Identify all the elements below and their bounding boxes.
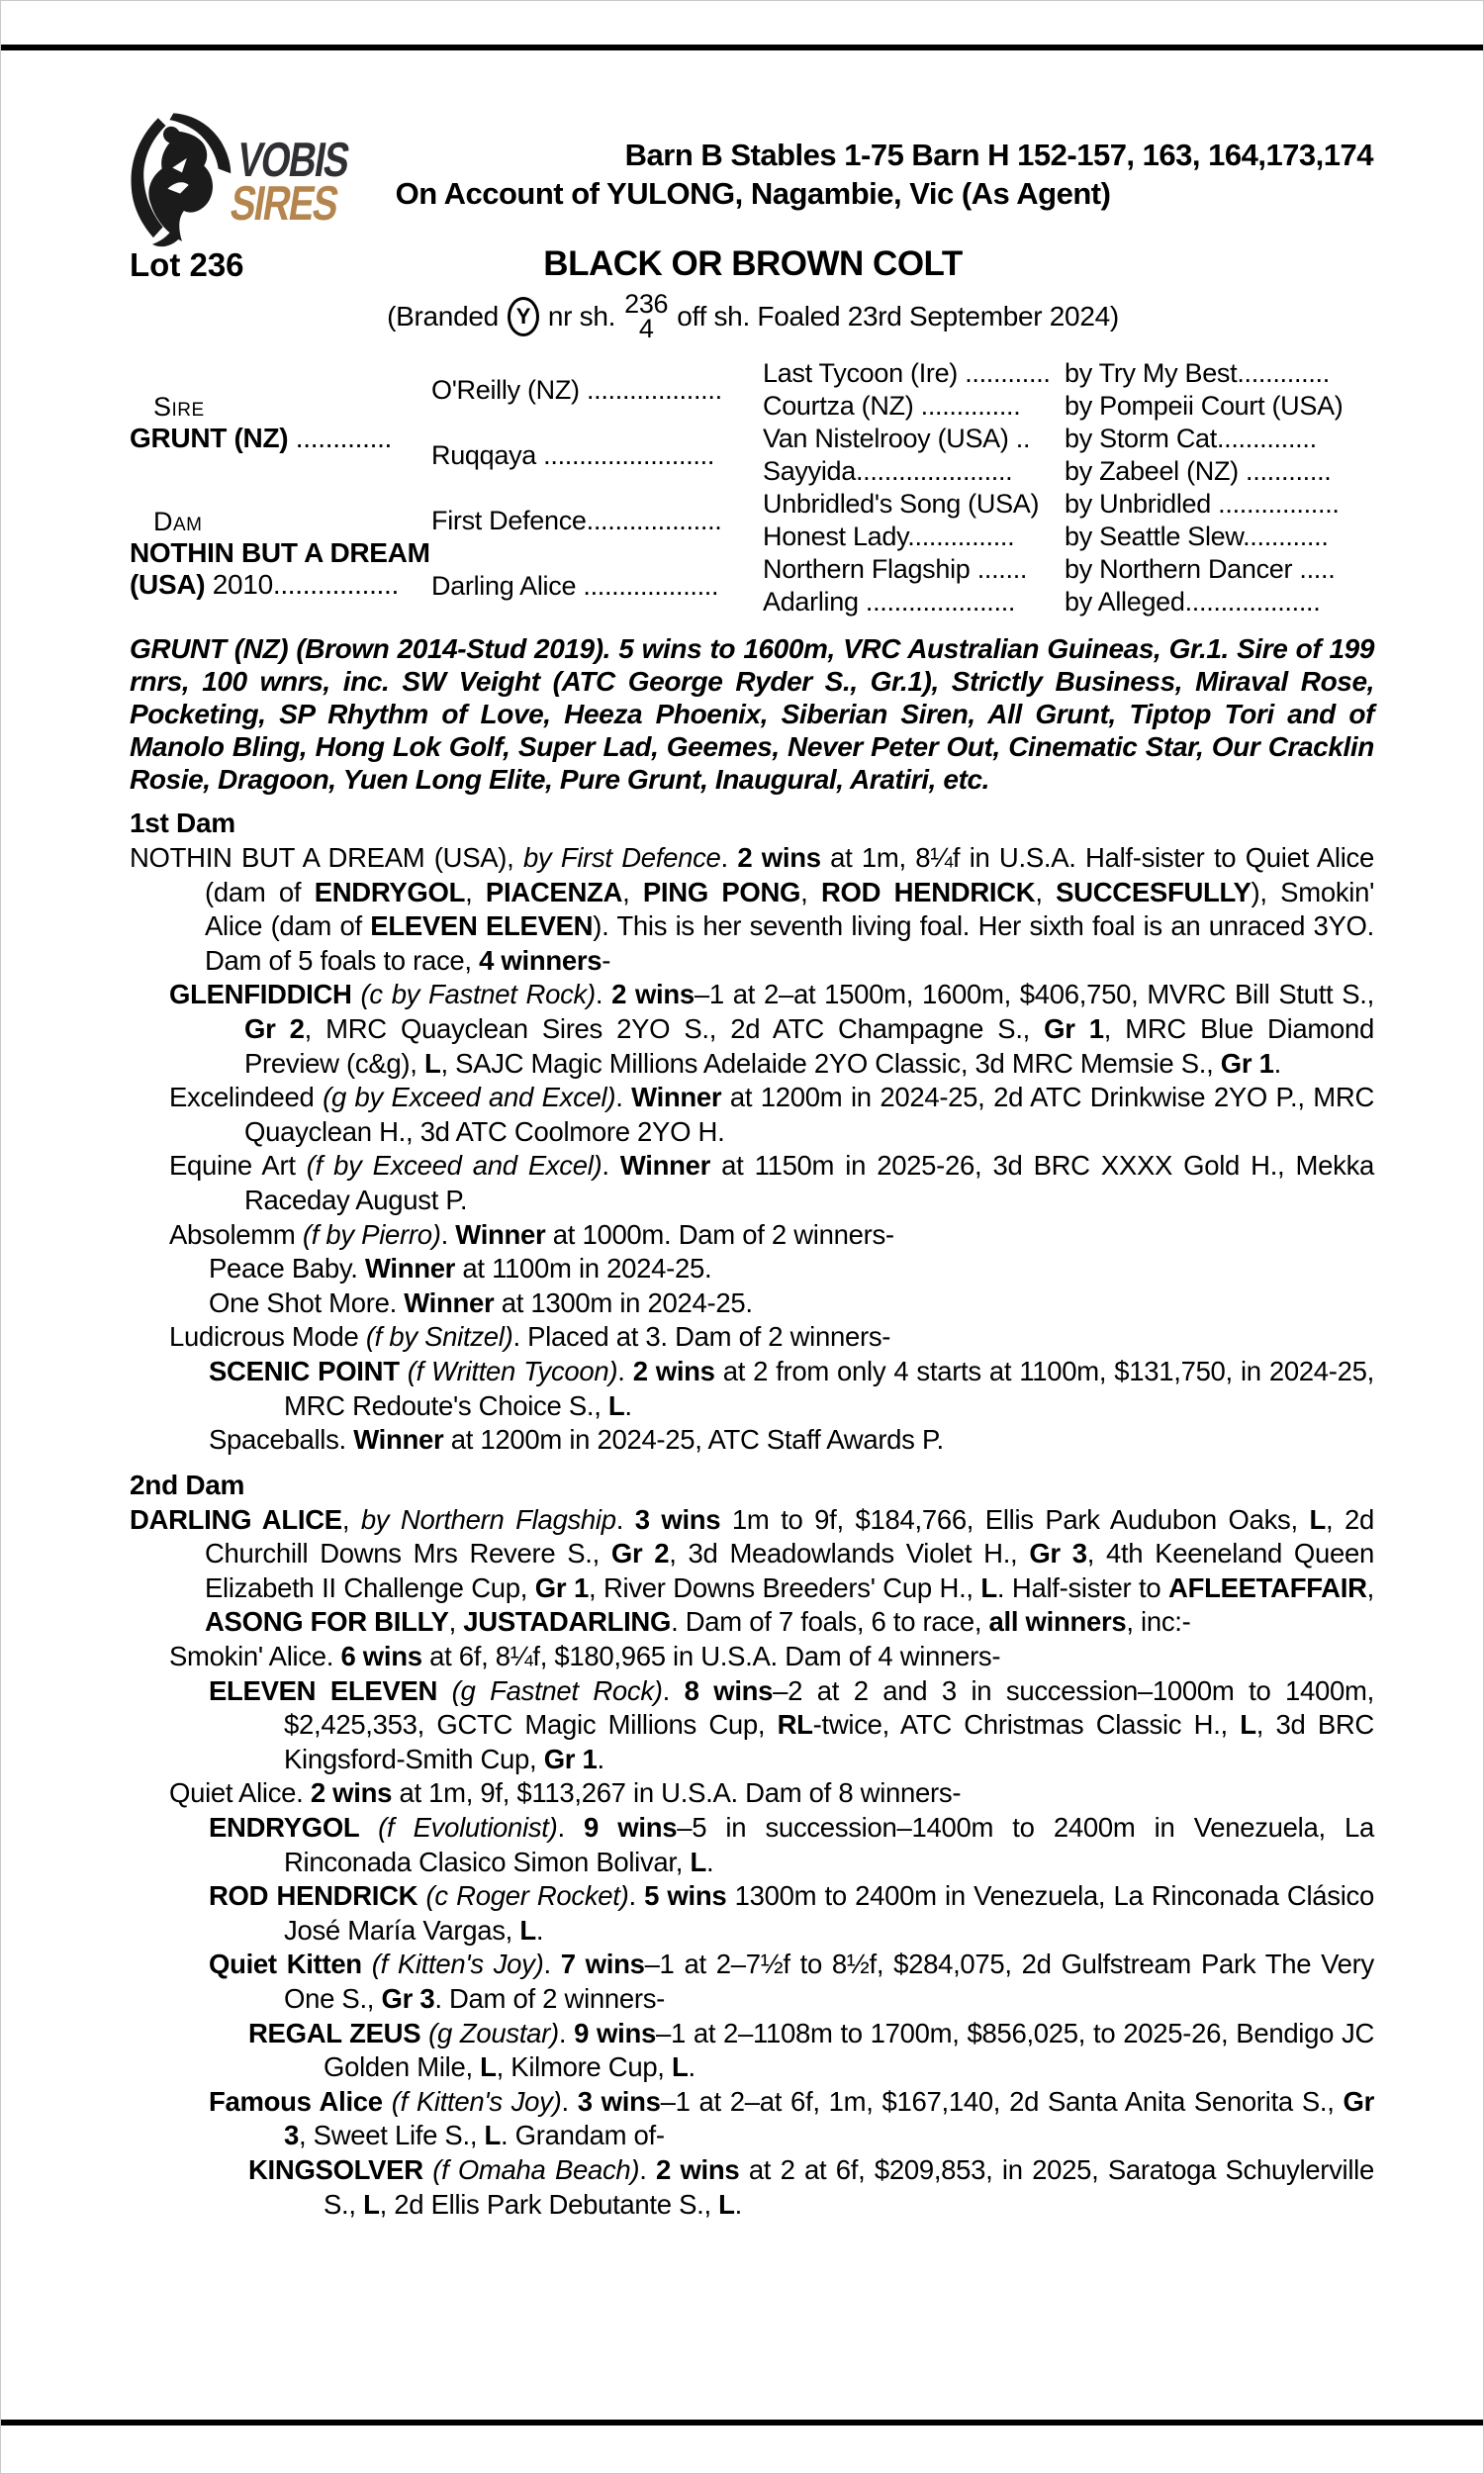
text-segment: at 1000m. Dam of 2 winners- <box>545 1218 894 1250</box>
text-segment: L <box>519 1914 536 1946</box>
pedigree-grandparent: Last Tycoon (Ire) ............ <box>763 358 1051 388</box>
text-segment: L <box>363 2188 380 2220</box>
text-segment: ROD HENDRICK <box>820 876 1036 907</box>
name-leader-dots: 2010................. <box>205 569 399 600</box>
text-segment: L <box>480 2051 497 2083</box>
dam-label: Dam <box>153 507 203 536</box>
text-segment: . <box>628 1880 645 1912</box>
text-segment: KINGSOLVER <box>248 2153 433 2185</box>
pedigree-entry-paragraph <box>130 1320 1374 1355</box>
brand-number-fraction <box>624 289 669 343</box>
text-segment: 5 wins <box>644 1880 727 1912</box>
text-segment: GLENFIDDICH <box>169 979 361 1010</box>
dam-sections <box>130 806 1374 2222</box>
pedigree-great-grandparent: by Storm Cat.............. <box>1065 424 1317 453</box>
text-segment: , River Downs Breeders' Cup H., <box>588 1571 981 1603</box>
pedigree-great-grandparent: by Unbridled ................. <box>1065 489 1340 519</box>
pedigree-grandparent: Adarling ..................... <box>763 587 1016 617</box>
pedigree-parent: Ruqqaya ........................ <box>431 439 715 470</box>
pedigree-parent: First Defence................... <box>431 505 722 535</box>
pedigree-parent: O'Reilly (NZ) ................... <box>431 374 722 405</box>
text-segment: Quiet Alice. <box>169 1777 311 1809</box>
text-segment: L <box>980 1571 997 1603</box>
text-segment: , <box>465 876 486 907</box>
top-rule <box>1 45 1483 50</box>
text-segment: 2 wins <box>310 1777 393 1809</box>
text-segment: Winner <box>631 1082 722 1113</box>
pedigree-entry-paragraph <box>130 1879 1374 1948</box>
text-segment: Equine Art <box>169 1150 307 1182</box>
pedigree-grandparent: Northern Flagship ....... <box>763 554 1028 584</box>
text-segment: Excelindeed <box>169 1082 324 1113</box>
text-segment: 2 wins <box>656 2153 740 2185</box>
text-segment: at 1200m in 2024-25, ATC Staff Awards P. <box>443 1424 944 1456</box>
text-segment: L <box>718 2188 735 2220</box>
text-segment: –2 at 2 and 3 in succession–1000m to 1400m, $2,425,353, GCTC Magic Millions Cup, <box>284 1674 1374 1741</box>
name-leader-dots: ............. <box>288 423 393 453</box>
text-segment: Famous Alice <box>209 2085 392 2117</box>
text-segment: . <box>602 1150 620 1182</box>
pedigree-grandparent: Sayyida...................... <box>763 456 1013 486</box>
text-segment: ), Smokin' Alice (dam of <box>205 876 1375 942</box>
bottom-rule <box>1 2420 1483 2426</box>
text-segment: 9 wins <box>574 2017 656 2048</box>
text-segment: - <box>602 944 611 976</box>
text-segment: , 3d BRC Kingsford-Smith Cup, <box>284 1709 1374 1774</box>
text-segment: (c by Fastnet Rock) <box>360 979 596 1010</box>
text-segment: , <box>1035 876 1057 907</box>
text-segment: . <box>597 1743 604 1774</box>
text-segment: at 1m, 9f, $113,267 in U.S.A. Dam of 8 winners- <box>392 1777 962 1809</box>
text-segment: at 2 from only 4 starts at 1100m, $131,750, in 2024-25, MRC Redoute's Choice S., <box>284 1355 1374 1421</box>
pedigree-grandparent: Honest Lady............... <box>763 522 1015 551</box>
text-segment: . <box>535 1914 544 1946</box>
text-segment: PING PONG <box>642 876 801 907</box>
text-segment: . <box>1273 1047 1281 1079</box>
text-segment: ELEVEN ELEVEN <box>370 910 594 942</box>
dam-name <box>130 537 431 601</box>
text-segment: , 4th Keeneland Queen Elizabeth II Challenge Cup, <box>205 1538 1375 1603</box>
pedigree-entry-paragraph <box>130 1423 1374 1458</box>
text-segment: Absolemm <box>169 1218 303 1250</box>
text-segment: 3 wins <box>634 1503 721 1535</box>
text-segment: , 2d Ellis Park Debutante S., <box>379 2188 719 2220</box>
text-segment: –1 at 2–7½f to 8½f, $284,075, 2d Gulfstream Park The Very One S., <box>284 1949 1374 2014</box>
text-segment: PIACENZA <box>485 876 623 907</box>
text-segment: (f Omaha Beach) <box>432 2153 640 2185</box>
section-heading-1: 1st Dam <box>130 808 235 838</box>
text-segment: . <box>615 1503 635 1535</box>
text-segment: Winner <box>404 1286 495 1318</box>
text-segment: . <box>617 1355 633 1386</box>
text-segment: 7 wins <box>560 1949 645 1980</box>
text-segment: . <box>662 1674 685 1706</box>
text-segment: Gr 1 <box>534 1571 589 1603</box>
pedigree-great-grandparent: by Pompeii Court (USA) <box>1065 391 1344 421</box>
pedigree-entry-paragraph <box>130 2017 1374 2085</box>
section-heading-2: 2nd Dam <box>130 1469 245 1500</box>
text-segment: . Dam of 7 foals, 6 to race, <box>671 1606 989 1638</box>
text-segment: 3 wins <box>577 2085 661 2117</box>
text-segment: SCENIC POINT <box>209 1355 408 1386</box>
text-segment: , 3d Meadowlands Violet H., <box>669 1538 1030 1570</box>
text-segment: ELEVEN ELEVEN <box>209 1674 452 1706</box>
pedigree-great-grandparent: by Alleged................... <box>1065 587 1321 617</box>
pedigree-great-grandparent: by Zabeel (NZ) ............ <box>1065 456 1332 486</box>
text-segment: , Kilmore Cup, <box>496 2051 672 2083</box>
text-segment: (f Kitten's Joy) <box>371 1949 544 1980</box>
text-segment: . Placed at 3. Dam of 2 winners- <box>512 1321 891 1353</box>
text-segment: at 1300m in 2024-25. <box>494 1286 753 1318</box>
text-segment: AFLEETAFFAIR <box>1168 1571 1367 1603</box>
pedigree-dam-cell <box>130 488 431 618</box>
logo-vobis: VOBIS <box>233 134 352 187</box>
branded-suffix: off sh. Foaled 23rd September 2024) <box>677 301 1119 332</box>
text-segment: L <box>690 1846 706 1877</box>
text-segment: . <box>557 1812 585 1844</box>
text-segment: Gr 3 <box>1029 1538 1087 1570</box>
branded-prefix: (Branded <box>387 301 499 332</box>
text-segment: , <box>341 1503 361 1535</box>
brand-number-bottom: 4 <box>638 314 654 343</box>
text-segment: Gr 2 <box>610 1538 670 1570</box>
sire-label: Sire <box>153 392 205 422</box>
text-segment: , <box>622 876 643 907</box>
text-segment: (f Written Tycoon) <box>407 1355 618 1386</box>
text-segment: 2 wins <box>611 979 695 1010</box>
text-segment: 2 wins <box>632 1355 715 1386</box>
pedigree-grandparent: Unbridled's Song (USA) <box>763 489 1040 519</box>
text-segment: , MRC Blue Diamond Preview (c&g), <box>244 1012 1375 1079</box>
text-segment: . <box>624 1389 632 1421</box>
pedigree-sire-cell <box>130 357 431 488</box>
text-segment: (f Evolutionist) <box>378 1812 558 1844</box>
text-segment: all winners <box>988 1606 1127 1638</box>
text-segment: Gr 1 <box>1044 1012 1104 1044</box>
text-segment: Winner <box>619 1150 711 1182</box>
pedigree-parent: Darling Alice ................... <box>431 570 719 601</box>
pedigree-table <box>130 357 1374 618</box>
text-segment: –1 at 2–at 6f, 1m, $167,140, 2d Santa Anita Senorita S., <box>660 2085 1344 2117</box>
name-text: GRUNT (NZ) <box>130 423 289 453</box>
pedigree-entry-paragraph <box>130 1286 1374 1321</box>
text-segment: 1300m to 2400m in Venezuela, La Rinconada Clásico José María Vargas, <box>284 1880 1374 1946</box>
text-segment: Gr 1 <box>543 1743 598 1774</box>
pedigree-entry-paragraph <box>130 1149 1374 1217</box>
text-segment: ASONG FOR BILLY <box>205 1606 449 1638</box>
text-segment: . Dam of 2 winners- <box>434 1983 666 2014</box>
pedigree-entry-paragraph <box>130 978 1374 1081</box>
account-line: On Account of YULONG, Nagambie, Vic (As Agent) <box>395 176 1111 211</box>
text-segment: . <box>561 2085 578 2117</box>
text-segment: . Half-sister to <box>996 1571 1169 1603</box>
text-segment: L <box>672 2051 689 2083</box>
pedigree-entry-paragraph <box>130 1081 1374 1149</box>
text-segment: –5 in succession–1400m to 2400m in Venezuela, La Rinconada Clasico Simon Bolivar, <box>284 1812 1374 1877</box>
text-segment: Smokin' Alice. <box>169 1641 341 1672</box>
text-segment: Winner <box>353 1424 444 1456</box>
text-segment: at 6f, 8¼f, $180,965 in U.S.A. Dam of 4 winners- <box>421 1641 1001 1672</box>
text-segment: . <box>440 1218 456 1250</box>
text-segment: –1 at 2–1108m to 1700m, $856,025, to 2025-26, Bendigo JC Golden Mile, <box>324 2017 1375 2083</box>
branded-line <box>130 288 1376 345</box>
text-segment: . <box>558 2017 575 2048</box>
pedigree-entry-paragraph <box>130 2085 1374 2153</box>
text-segment: REGAL ZEUS <box>248 2017 429 2048</box>
text-segment: by First Defence <box>522 842 721 873</box>
sire-name <box>130 423 431 454</box>
text-segment: , Sweet Life S., <box>299 2120 485 2151</box>
text-segment: at 1150m in 2025-26, 3d BRC XXXX Gold H., Mekka Raceday August P. <box>244 1150 1375 1215</box>
brand-mark-icon: Y <box>508 297 539 336</box>
pedigree-entry-paragraph <box>130 1355 1374 1423</box>
pedigree-entry-paragraph <box>130 1252 1374 1286</box>
text-segment: 4 winners <box>479 944 603 976</box>
text-segment: . <box>615 1082 632 1113</box>
text-segment: . Grandam of- <box>501 2120 665 2151</box>
text-segment: . <box>688 2051 696 2083</box>
text-segment: Winner <box>455 1218 546 1250</box>
text-segment: RL <box>777 1709 813 1741</box>
brand-number-top: 236 <box>624 289 669 319</box>
pedigree-entry-paragraph <box>130 1503 1374 1640</box>
text-segment: , MRC Quayclean Sires 2YO S., 2d ATC Champagne S., <box>304 1012 1045 1044</box>
text-segment: , SAJC Magic Millions Adelaide 2YO Classic, 3d MRC Memsie S., <box>440 1047 1221 1079</box>
text-segment: (f by Snitzel) <box>365 1321 513 1353</box>
text-segment: 6 wins <box>340 1641 422 1672</box>
pedigree-great-grandparent: by Try My Best............. <box>1065 358 1330 388</box>
text-segment: (c Roger Rocket) <box>425 1880 629 1912</box>
pedigree-entry-paragraph <box>130 2153 1374 2222</box>
text-segment: Gr 3 <box>284 2085 1374 2151</box>
text-segment: , 2d Churchill Downs Mrs Revere S., <box>205 1503 1374 1570</box>
pedigree-entry-paragraph <box>130 1640 1374 1674</box>
text-segment: . <box>639 2153 657 2185</box>
text-segment: Gr 2 <box>244 1012 305 1044</box>
pedigree-great-grandparent: by Seattle Slew............ <box>1065 522 1329 551</box>
sire-summary-paragraph: GRUNT (NZ) (Brown 2014-Stud 2019). 5 wins to 1600m, VRC Australian Guineas, Gr.1. Sire of 199 rnrs, 100 wnrs, inc. SW Veight (ATC George Ryder S., Gr.1), Strictly Business, Miraval Rose, Pocketing, SP Rhythm of Love, Heeza Phoenix, Siberian Siren, All Grunt, Tiptop Tori and of Manolo Bling, Hong Lok Golf, Super Lad, Geemes, Never Peter Out, Cinematic Star, Our Cracklin Rosie, Dragoon, Yuen Long Elite, Pure Grunt, Inaugural, Aratiri, etc. <box>130 633 1374 795</box>
pedigree-entry-paragraph <box>130 1218 1374 1253</box>
text-segment: 2 wins <box>737 842 821 873</box>
text-segment: . <box>734 2188 742 2220</box>
pedigree-entry-paragraph <box>130 1776 1374 1811</box>
text-segment: L <box>1240 1709 1256 1741</box>
text-segment: by Northern Flagship <box>360 1503 616 1535</box>
text-segment: ENDRYGOL <box>314 876 466 907</box>
text-segment: Quiet Kitten <box>209 1949 372 1980</box>
text-segment: Ludicrous Mode <box>169 1321 366 1353</box>
page-title: BLACK OR BROWN COLT <box>543 244 963 283</box>
text-segment: (f Kitten's Joy) <box>391 2085 562 2117</box>
text-segment: Gr 1 <box>1220 1047 1274 1079</box>
text-segment: One Shot More. <box>209 1286 405 1318</box>
pedigree-entry-paragraph <box>130 1811 1374 1879</box>
text-segment: , <box>800 876 821 907</box>
text-segment: Winner <box>364 1253 456 1285</box>
text-segment: L <box>607 1389 625 1421</box>
text-segment: at 1200m in 2024-25, 2d ATC Drinkwise 2YO P., MRC Quayclean H., 3d ATC Coolmore 2YO H. <box>244 1082 1375 1147</box>
text-segment: ROD HENDRICK <box>209 1880 426 1912</box>
text-segment: NOTHIN BUT A DREAM (USA), <box>130 842 523 873</box>
lot-number: Lot 236 <box>130 246 244 283</box>
text-segment: -twice, ATC Christmas Classic H., <box>812 1709 1241 1741</box>
pedigree-entry-paragraph <box>130 1948 1374 2016</box>
text-segment: ENDRYGOL <box>209 1812 379 1844</box>
text-segment: Gr 3 <box>381 1983 435 2014</box>
text-segment: –1 at 2–at 1500m, 1600m, $406,750, MVRC Bill Stutt S., <box>694 979 1374 1010</box>
catalogue-text <box>130 632 1374 2222</box>
text-segment: at 2 at 6f, $209,853, in 2025, Saratoga Schuylerville S., <box>324 2153 1374 2220</box>
logo-sires: SIRES <box>227 177 341 231</box>
text-segment: (g Fastnet Rock) <box>451 1674 663 1706</box>
text-segment: . <box>720 842 738 873</box>
text-segment: L <box>423 1047 441 1079</box>
text-segment: JUSTADARLING <box>463 1606 672 1638</box>
text-segment: 1m to 9f, $184,766, Ellis Park Audubon Oaks, <box>720 1503 1310 1535</box>
barn-line: Barn B Stables 1-75 Barn H 152-157, 163, 164,173,174 <box>624 138 1373 172</box>
text-segment: SUCCESFULLY <box>1056 876 1252 907</box>
text-segment: , <box>448 1606 464 1638</box>
pedigree-grandparent: Van Nistelrooy (USA) .. <box>763 424 1031 453</box>
pedigree-great-grandparent: by Northern Dancer ..... <box>1065 554 1336 584</box>
pedigree-grandparent: Courtza (NZ) .............. <box>763 391 1021 421</box>
branded-mid: nr sh. <box>547 301 616 332</box>
text-segment: (g by Exceed and Excel) <box>323 1082 616 1113</box>
text-segment: L <box>484 2120 501 2151</box>
text-segment: DARLING ALICE <box>130 1503 342 1535</box>
text-segment: Spaceballs. <box>209 1424 354 1456</box>
text-segment: ). This is her seventh living foal. Her sixth foal is an unraced 3YO. Dam of 5 foals to race, <box>205 910 1374 976</box>
text-segment: at 1m, 8¼f in U.S.A. Half-sister to Quiet Alice (dam of <box>205 842 1374 907</box>
text-segment: , inc:- <box>1126 1606 1191 1638</box>
text-segment: (f by Exceed and Excel) <box>306 1150 603 1182</box>
pedigree-entry-paragraph <box>130 1674 1374 1777</box>
text-segment: . <box>595 979 612 1010</box>
text-segment: Peace Baby. <box>209 1253 365 1285</box>
text-segment: . <box>543 1949 561 1980</box>
text-segment: 8 wins <box>684 1674 774 1706</box>
text-segment: . <box>705 1846 714 1877</box>
text-segment: (f by Pierro) <box>302 1218 441 1250</box>
text-segment: at 1100m in 2024-25. <box>455 1253 712 1285</box>
text-segment: (g Zoustar) <box>428 2017 559 2048</box>
text-segment: 9 wins <box>584 1812 678 1844</box>
text-segment: , <box>1366 1571 1374 1603</box>
name-text: NOTHIN BUT A DREAM (USA) <box>130 537 430 600</box>
text-segment: L <box>1309 1503 1326 1535</box>
pedigree-entry-paragraph <box>130 841 1374 978</box>
